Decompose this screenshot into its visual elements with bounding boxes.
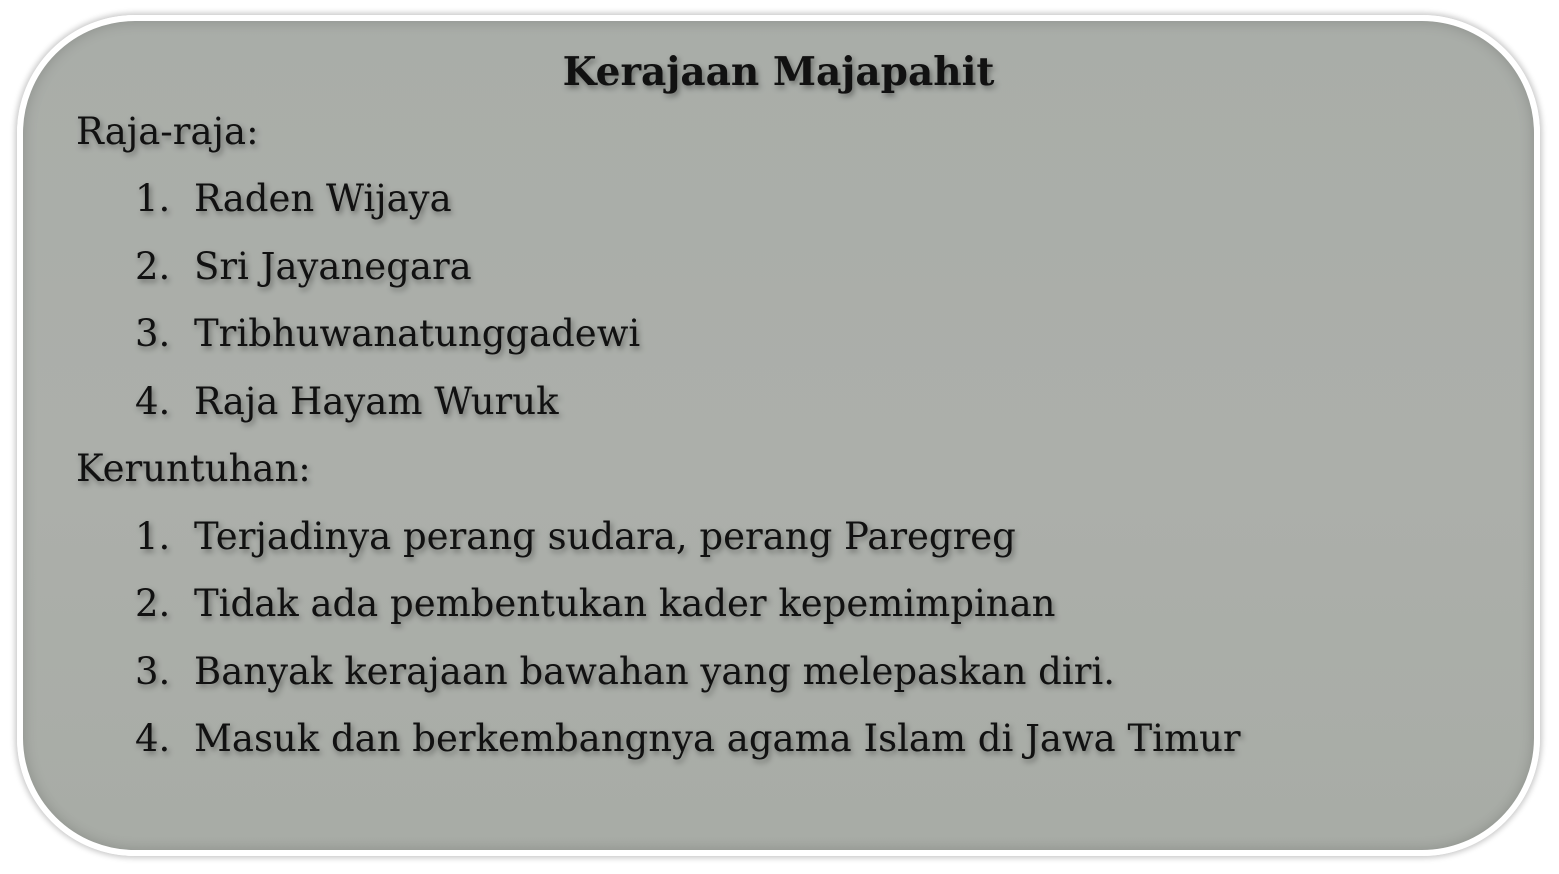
list-item-number: 1. (135, 177, 171, 220)
list-item (135, 378, 559, 426)
list-item-text: Terjadinya perang sudara, perang Paregreg (194, 515, 1016, 558)
list-item-number: 4. (135, 717, 171, 760)
list-item-number: 3. (135, 650, 171, 693)
list-item (135, 648, 1115, 696)
list-item-number: 3. (135, 312, 171, 355)
list-item (135, 243, 472, 291)
kings-heading: Raja-raja: (76, 110, 259, 153)
list-item (135, 580, 1056, 628)
list-item-number: 1. (135, 515, 171, 558)
list-item-text: Raden Wijaya (194, 177, 452, 220)
list-item-text: Masuk dan berkembangnya agama Islam di Jawa Timur (194, 717, 1241, 760)
list-item-number: 4. (135, 380, 171, 423)
list-item-text: Banyak kerajaan bawahan yang melepaskan diri. (194, 650, 1115, 693)
list-item (135, 310, 640, 358)
page-title: Kerajaan Majapahit (562, 49, 995, 95)
content-card (17, 15, 1540, 856)
list-item (135, 513, 1016, 561)
list-item-text: Tribhuwanatunggadewi (194, 312, 641, 355)
list-item (135, 175, 452, 223)
list-item-text: Sri Jayanegara (194, 245, 472, 288)
list-item (135, 715, 1241, 763)
collapse-heading: Keruntuhan: (76, 447, 311, 490)
list-item-text: Raja Hayam Wuruk (194, 380, 559, 423)
list-item-text: Tidak ada pembentukan kader kepemimpinan (194, 582, 1056, 625)
list-item-number: 2. (135, 245, 171, 288)
list-item-number: 2. (135, 582, 171, 625)
